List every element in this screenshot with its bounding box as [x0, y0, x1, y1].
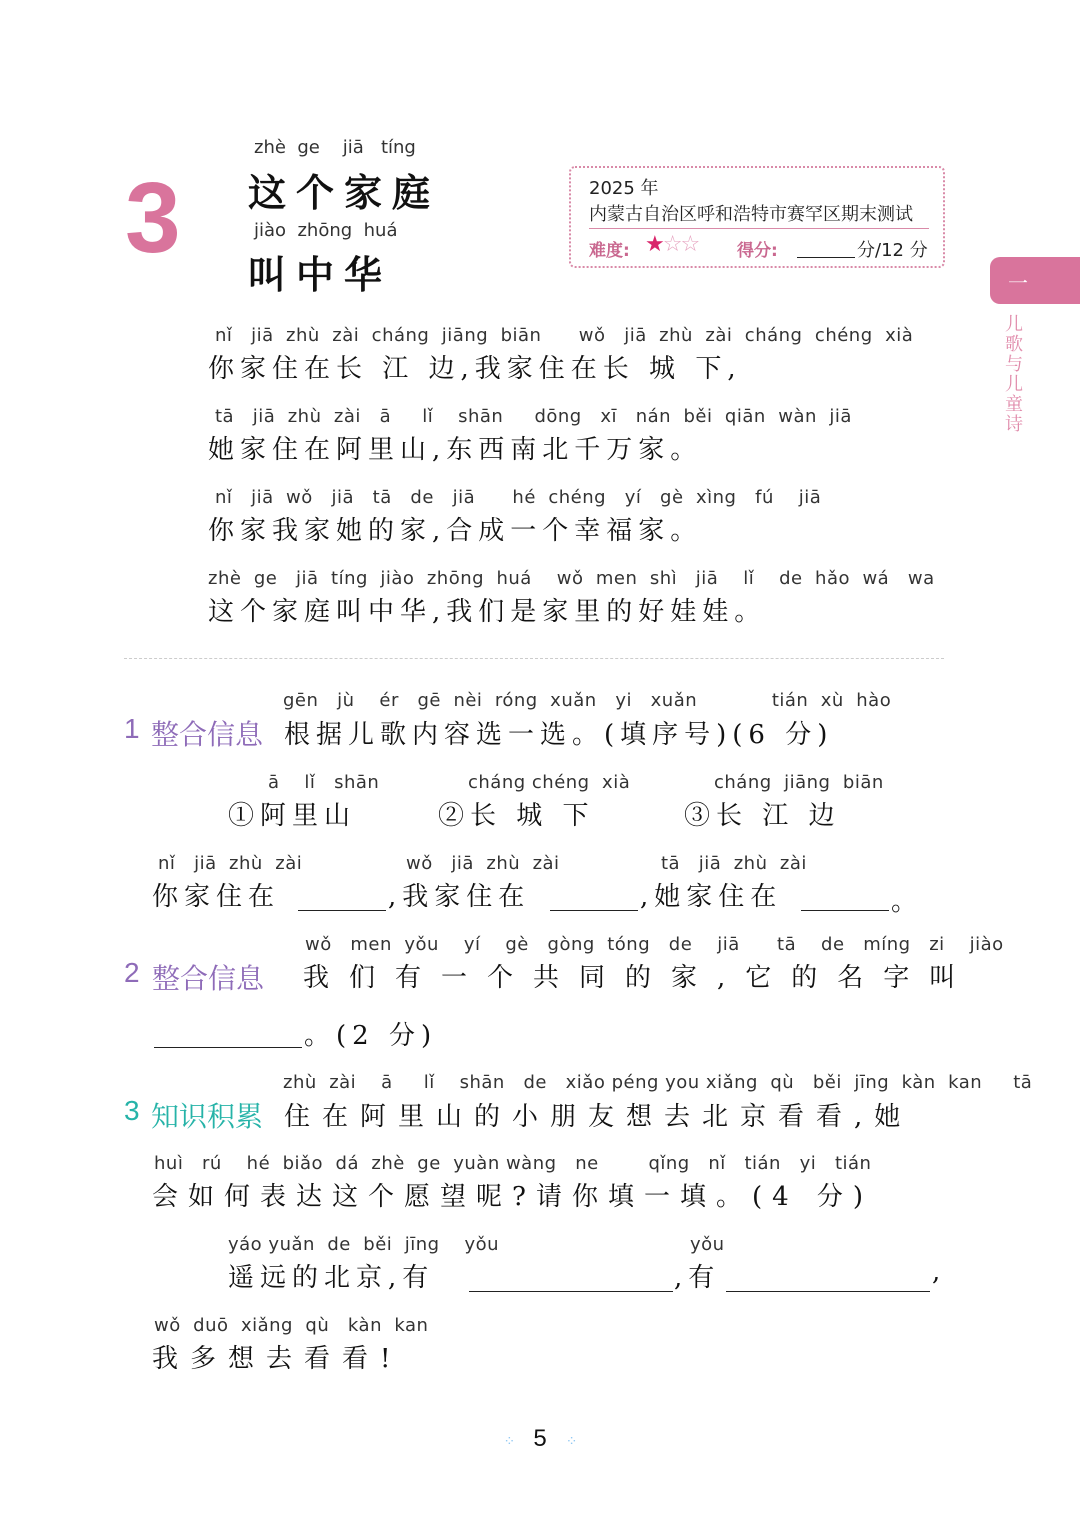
exam-info-box: [569, 166, 945, 268]
q1-fill3-text: ,她家住在: [640, 882, 783, 912]
page-number: 5: [533, 1425, 547, 1452]
q3-line4-pinyin: wǒ duō xiǎng qù kàn kan: [154, 1315, 429, 1336]
score-blank[interactable]: [797, 257, 855, 258]
page-dots-left-icon: ⁘: [503, 1434, 515, 1450]
q1-option1[interactable]: ①阿里山: [228, 801, 357, 831]
q1-blank3[interactable]: [801, 910, 889, 911]
q1-number: 1: [124, 713, 140, 744]
q1-fill1-pinyin: nǐ jiā zhù zài: [158, 853, 303, 874]
q2-tail: 。(2 分): [304, 1021, 438, 1051]
poem-line4: 这个家庭叫中华,我们是家里的好娃娃。: [208, 597, 767, 627]
q2-pinyin: wǒ men yǒu yí gè gòng tóng de jiā tā de míng zi jiào: [305, 934, 1004, 955]
q3-line3-b: ,有: [674, 1263, 721, 1293]
q3-line4: 我多想去看看!: [152, 1344, 403, 1374]
poem-line3: 你家我家她的家,合成一个幸福家。: [208, 516, 703, 546]
q1-fill-end: 。: [891, 887, 924, 917]
page-footer: [0, 1425, 1080, 1453]
lesson-number: 3: [125, 162, 181, 274]
poem-line1: 你家住在长 江 边,我家住在长 城 下,: [208, 354, 742, 384]
q1-option3-pinyin: cháng jiāng biān: [714, 772, 884, 793]
poem-line2: 她家住在阿里山,东西南北千万家。: [208, 435, 703, 465]
chapter-tab-label: 一: [1008, 271, 1028, 295]
q3-blank2[interactable]: [726, 1291, 930, 1292]
q1-pinyin: gēn jù ér gē nèi róng xuǎn yi xuǎn tián xù hào: [283, 690, 892, 711]
q1-fill3-pinyin: tā jiā zhù zài: [661, 853, 807, 874]
difficulty-stars: [645, 232, 698, 257]
q2-blank[interactable]: [154, 1047, 302, 1048]
q1-label: 整合信息: [151, 718, 264, 751]
difficulty-label: 难度:: [589, 241, 630, 261]
q3-label: 知识积累: [151, 1100, 264, 1133]
star-empty-icon: ☆☆: [662, 232, 699, 257]
star-filled-icon: ★: [645, 232, 663, 257]
q3-line3-pinyin: yáo yuǎn de běi jīng yǒu: [228, 1234, 500, 1255]
q1-option2[interactable]: ②长 城 下: [438, 801, 595, 831]
q3-number: 3: [124, 1095, 140, 1126]
q3-text: 住在阿里山的小朋友想去北京看看,她: [284, 1102, 913, 1132]
q3-line3-pinyin-b: yǒu: [690, 1234, 725, 1255]
q3-line3: 遥远的北京,有: [228, 1263, 435, 1293]
q1-fill2-text: ,我家住在: [388, 882, 531, 912]
title-line1: 这个家庭: [248, 171, 441, 215]
q1-blank1[interactable]: [298, 910, 386, 911]
poem-line2-pinyin: tā jiā zhù zài ā lǐ shān dōng xī nán běi qiān wàn jiā: [215, 406, 852, 427]
q2-number: 2: [124, 957, 140, 988]
q3-pinyin: zhù zài ā lǐ shān de xiǎo péng you xiǎng qù běi jīng kàn kan tā: [283, 1072, 1033, 1093]
q1-option1-pinyin: ā lǐ shān: [268, 772, 380, 793]
q1-blank2[interactable]: [550, 910, 638, 911]
q1-fill2-pinyin: wǒ jiā zhù zài: [406, 853, 560, 874]
poem-line3-pinyin: nǐ jiā wǒ jiā tā de jiā hé chéng yí gè xìng fú jiā: [215, 487, 822, 508]
title-line1-pinyin: zhè ge jiā tíng: [254, 137, 416, 158]
exam-region: 内蒙古自治区呼和浩特市赛罕区期末测试: [589, 204, 913, 225]
title-line2: 叫中华: [248, 253, 393, 297]
q3-blank1[interactable]: [469, 1291, 673, 1292]
q1-option2-pinyin: cháng chéng xià: [468, 772, 631, 793]
poem-line4-pinyin: zhè ge jiā tíng jiào zhōng huá wǒ men shì jiā lǐ de hǎo wá wa: [208, 568, 935, 589]
q2-label: 整合信息: [152, 962, 265, 995]
q1-option3[interactable]: ③长 江 边: [684, 801, 841, 831]
score-total: 分/12 分: [857, 240, 928, 261]
score-label: 得分:: [737, 241, 778, 261]
section-divider: [124, 658, 944, 659]
q3-line3-end: ,: [932, 1257, 947, 1287]
q1-fill1-text: 你家住在: [152, 882, 281, 912]
chapter-title: 儿歌与儿童诗: [1005, 314, 1023, 435]
q1-text: 根据儿歌内容选一选。(填序号)(6 分): [284, 720, 834, 750]
chapter-tab[interactable]: [990, 257, 1080, 304]
q3-line2-pinyin: huì rú hé biǎo dá zhè ge yuàn wàng ne qǐng nǐ tián yi tián: [154, 1153, 872, 1174]
info-divider: [589, 228, 929, 229]
exam-year: 2025 年: [589, 178, 659, 199]
q2-text: 我们有一个共同的家,它的名字叫: [303, 963, 976, 993]
poem-line1-pinyin: nǐ jiā zhù zài cháng jiāng biān wǒ jiā zhù zài cháng chéng xià: [215, 325, 914, 346]
title-line2-pinyin: jiào zhōng huá: [254, 220, 398, 241]
page-dots-right-icon: ⁘: [565, 1434, 577, 1450]
q3-line2: 会如何表达这个愿望呢?请你填一填。(4 分): [152, 1182, 874, 1212]
